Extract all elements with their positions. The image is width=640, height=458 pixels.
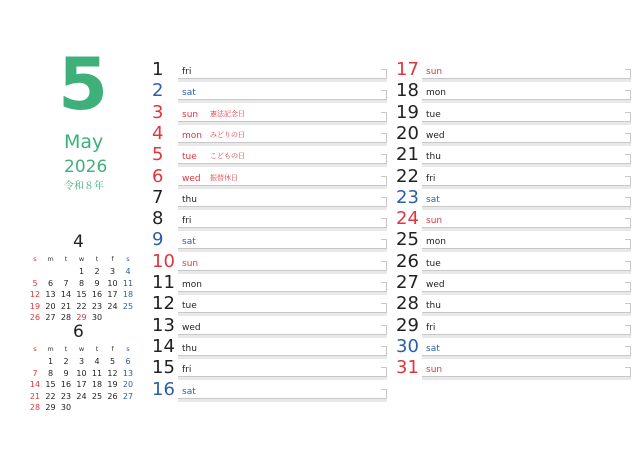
day-weekday: wed (426, 130, 445, 141)
day-number: 3 (152, 101, 164, 123)
mini-calendar-weekday: t (95, 345, 99, 353)
mini-calendar-day: 10 (107, 278, 118, 288)
day-row (152, 335, 387, 356)
day-row (152, 143, 387, 164)
mini-calendar-day: 22 (45, 391, 56, 401)
day-row (396, 186, 631, 207)
mini-calendar-weekday: t (95, 255, 99, 263)
mini-calendar-weekday-header (28, 344, 136, 355)
mini-calendar-day: 1 (47, 357, 54, 366)
day-weekday: sat (182, 88, 196, 99)
day-row-tab (381, 90, 387, 100)
mini-calendar-day: 20 (122, 380, 134, 389)
mini-calendar-weekday: m (47, 255, 54, 263)
day-number: 26 (396, 250, 419, 272)
mini-calendar-day: 26 (29, 313, 41, 322)
day-weekday: sat (426, 343, 440, 354)
day-number: 31 (396, 357, 419, 379)
day-row (396, 79, 631, 100)
day-weekday: fri (182, 216, 192, 227)
day-row-tab (381, 133, 387, 143)
mini-calendar-day: 4 (94, 357, 100, 366)
day-number: 5 (152, 144, 164, 166)
day-weekday: fri (426, 173, 436, 184)
mini-calendar-week (28, 379, 136, 390)
day-row (396, 122, 631, 143)
mini-calendar-day: 27 (45, 313, 56, 322)
mini-calendar-day: 19 (107, 380, 118, 389)
mini-calendar-day: 29 (45, 403, 56, 412)
day-weekday: sat (426, 194, 440, 205)
mini-calendar-weekday: s (33, 345, 37, 353)
mini-calendar-week (28, 391, 136, 402)
mini-calendar-day: 2 (94, 267, 100, 276)
day-weekday: sat (182, 237, 196, 248)
day-row (152, 314, 387, 335)
mini-calendar-weekday: s (126, 255, 130, 263)
day-row (396, 292, 631, 313)
day-number: 12 (152, 293, 175, 315)
day-row-tab (381, 303, 387, 313)
month-number: 5 (58, 42, 109, 126)
mini-calendar-week (28, 368, 136, 379)
day-weekday: sun (426, 67, 443, 77)
day-weekday: sun (182, 109, 199, 120)
mini-calendar-day: 18 (91, 380, 103, 389)
mini-calendar-day: 20 (45, 301, 56, 311)
mini-calendar-day: 24 (107, 301, 118, 311)
day-row-tab (625, 282, 631, 292)
day-row (396, 58, 631, 79)
day-number: 18 (396, 80, 419, 102)
mini-calendar-day: 2 (63, 357, 69, 366)
mini-calendar-day: 21 (29, 391, 41, 401)
day-row (152, 250, 387, 271)
day-weekday: mon (426, 88, 446, 99)
day-number: 19 (396, 101, 419, 123)
day-row (396, 356, 631, 377)
day-row (396, 207, 631, 228)
day-number: 23 (396, 186, 419, 208)
day-weekday: wed (182, 173, 201, 184)
day-weekday: sun (182, 258, 199, 269)
mini-calendar-day: 16 (60, 380, 72, 389)
day-row-tab (381, 389, 387, 399)
day-weekday: wed (426, 280, 445, 290)
mini-calendar-day: 18 (122, 290, 134, 299)
mini-calendar-day: 25 (122, 301, 134, 311)
day-row (152, 356, 387, 377)
mini-calendar-day: 3 (109, 267, 116, 276)
day-number: 4 (152, 122, 164, 144)
era-year: 令和８年 (64, 181, 104, 192)
day-row-tab (625, 69, 631, 79)
mini-calendar-day: 27 (122, 391, 134, 401)
day-row-tab (381, 69, 387, 79)
mini-calendar-day: 15 (45, 380, 56, 389)
mini-calendar-day: 7 (32, 368, 38, 378)
day-row-tab (625, 346, 631, 356)
day-number: 15 (152, 357, 175, 379)
mini-calendar-weekday: m (47, 345, 54, 353)
day-row-tab (625, 261, 631, 271)
mini-calendar-day: 23 (60, 391, 72, 401)
day-row-tab (625, 303, 631, 313)
day-row-tab (381, 367, 387, 377)
mini-calendar-weekday: f (111, 345, 114, 353)
mini-calendar-day: 26 (107, 391, 118, 401)
holiday-name: 憲法記念日 (210, 109, 245, 118)
day-row (396, 228, 631, 249)
holiday-name: こどもの日 (210, 152, 245, 161)
day-number: 2 (152, 80, 164, 102)
day-row-tab (381, 325, 387, 335)
mini-calendar-day: 21 (60, 301, 72, 311)
mini-calendar-day: 5 (32, 278, 38, 288)
day-row-tab (625, 218, 631, 228)
mini-calendar-day: 14 (29, 380, 41, 389)
mini-calendar-week (28, 266, 136, 277)
mini-calendar-day: 8 (78, 278, 85, 288)
day-row-tab (381, 282, 387, 292)
year: 2026 (64, 157, 108, 177)
day-number: 30 (396, 335, 419, 357)
day-weekday: sun (426, 365, 443, 376)
mini-calendar-month: 4 (73, 232, 84, 252)
mini-calendar-day: 13 (45, 290, 56, 299)
day-weekday: wed (182, 322, 201, 333)
mini-calendar-day: 30 (91, 313, 103, 322)
day-row-tab (381, 346, 387, 356)
day-row-shadow (178, 399, 387, 402)
day-weekday: fri (426, 322, 436, 333)
day-row (152, 165, 387, 186)
day-row (152, 292, 387, 313)
day-row (152, 122, 387, 143)
mini-calendar-day: 25 (91, 391, 103, 401)
day-row-tab (381, 218, 387, 228)
day-row-shadow (422, 377, 631, 380)
day-number: 25 (396, 229, 419, 251)
mini-calendar-weekday: t (64, 255, 68, 263)
day-row (152, 58, 387, 79)
day-number: 17 (396, 59, 419, 80)
mini-calendar-day: 9 (63, 368, 69, 378)
day-weekday: mon (426, 237, 446, 248)
mini-calendar-day: 14 (60, 290, 72, 299)
day-row-tab (381, 197, 387, 207)
day-row-tab (381, 112, 387, 122)
day-row-tab (625, 367, 631, 377)
mini-calendar-day: 17 (107, 290, 118, 299)
mini-calendar-day: 11 (91, 368, 103, 378)
day-row (152, 101, 387, 122)
day-row-tab (625, 197, 631, 207)
day-number: 9 (152, 229, 164, 251)
day-number: 29 (396, 314, 419, 336)
mini-calendar-day: 23 (91, 301, 103, 311)
day-row (152, 228, 387, 249)
mini-calendar-weekday: t (64, 345, 68, 353)
day-weekday: tue (182, 152, 197, 163)
mini-calendar-day: 15 (76, 290, 87, 299)
mini-calendar-day: 13 (122, 368, 134, 378)
mini-calendar-day: 16 (91, 290, 103, 299)
mini-calendar-day: 28 (60, 313, 72, 322)
mini-calendar-day: 22 (76, 301, 87, 311)
mini-calendar-day: 6 (125, 357, 131, 366)
mini-calendar-week (28, 278, 136, 289)
day-row (152, 79, 387, 100)
day-row-tab (625, 325, 631, 335)
day-row (152, 207, 387, 228)
mini-calendar-weekday: w (78, 345, 85, 353)
mini-calendar-day: 12 (29, 290, 41, 299)
mini-calendar-day: 1 (78, 267, 85, 276)
mini-calendar-weekday: f (111, 255, 114, 263)
day-row (152, 271, 387, 292)
day-number: 10 (152, 250, 175, 272)
day-row (396, 250, 631, 271)
day-row-line (422, 376, 631, 377)
mini-calendar-day: 11 (122, 278, 134, 288)
day-row-tab (625, 176, 631, 186)
day-number: 8 (152, 208, 164, 230)
day-row-tab (625, 154, 631, 164)
day-row-tab (625, 239, 631, 249)
day-number: 21 (396, 144, 419, 166)
day-number: 6 (152, 165, 164, 187)
day-number: 13 (152, 314, 175, 336)
mini-calendar-weekday: w (78, 255, 85, 263)
day-number: 28 (396, 293, 419, 315)
mini-calendar-weekday: s (126, 345, 130, 353)
mini-calendar-day: 5 (109, 357, 116, 366)
day-number: 27 (396, 272, 419, 293)
day-weekday: mon (182, 130, 202, 141)
day-row-tab (381, 261, 387, 271)
mini-calendar-month: 6 (73, 322, 84, 342)
day-row (396, 314, 631, 335)
day-weekday: tue (426, 109, 441, 120)
day-weekday: sun (426, 216, 443, 227)
mini-calendar-day: 4 (125, 267, 131, 276)
mini-calendar-week (28, 289, 136, 300)
mini-calendar-day: 8 (47, 368, 54, 378)
day-weekday: thu (182, 343, 197, 354)
mini-calendar-day: 12 (107, 368, 118, 378)
day-weekday: fri (182, 365, 192, 376)
mini-calendar-day: 24 (76, 391, 87, 401)
day-weekday: thu (182, 194, 197, 205)
mini-calendar-day: 17 (76, 380, 87, 389)
day-row-tab (625, 90, 631, 100)
day-row-line (178, 398, 387, 399)
day-number: 14 (152, 335, 175, 357)
day-weekday: sat (182, 386, 196, 397)
mini-calendar-day: 7 (63, 278, 69, 288)
day-weekday: fri (182, 67, 192, 77)
mini-calendar-week (28, 402, 136, 413)
day-weekday: thu (426, 301, 441, 312)
day-row-tab (381, 154, 387, 164)
holiday-name: 振替休日 (210, 173, 238, 182)
mini-calendar-day: 10 (76, 368, 87, 378)
day-row-tab (625, 112, 631, 122)
holiday-name: みどりの日 (210, 130, 245, 139)
day-number: 1 (152, 59, 164, 80)
day-row-tab (381, 176, 387, 186)
day-row (396, 271, 631, 292)
day-row (396, 101, 631, 122)
day-number: 22 (396, 165, 419, 187)
mini-calendar-weekday-header (28, 254, 136, 265)
day-number: 20 (396, 122, 419, 144)
mini-calendar-day: 9 (94, 278, 100, 288)
day-number: 16 (152, 378, 175, 400)
day-row (396, 143, 631, 164)
day-weekday: mon (182, 280, 202, 290)
mini-calendar-day: 28 (29, 403, 41, 412)
day-row-tab (625, 133, 631, 143)
mini-calendar-week (28, 356, 136, 367)
day-weekday: tue (182, 301, 197, 312)
mini-calendar-day: 19 (29, 301, 41, 311)
mini-calendar-day: 29 (76, 313, 87, 322)
mini-calendar-day: 30 (60, 403, 72, 412)
day-weekday: tue (426, 258, 441, 269)
day-number: 24 (396, 208, 419, 230)
day-row (152, 378, 387, 399)
day-number: 7 (152, 186, 164, 208)
mini-calendar-day: 3 (78, 357, 85, 366)
day-row (396, 335, 631, 356)
mini-calendar-weekday: s (33, 255, 37, 263)
day-row (396, 165, 631, 186)
mini-calendar-day: 6 (47, 278, 54, 288)
day-row (152, 186, 387, 207)
mini-calendar-week (28, 301, 136, 312)
day-row-tab (381, 239, 387, 249)
day-number: 11 (152, 272, 175, 293)
month-name: May (64, 131, 104, 153)
day-weekday: thu (426, 152, 441, 163)
